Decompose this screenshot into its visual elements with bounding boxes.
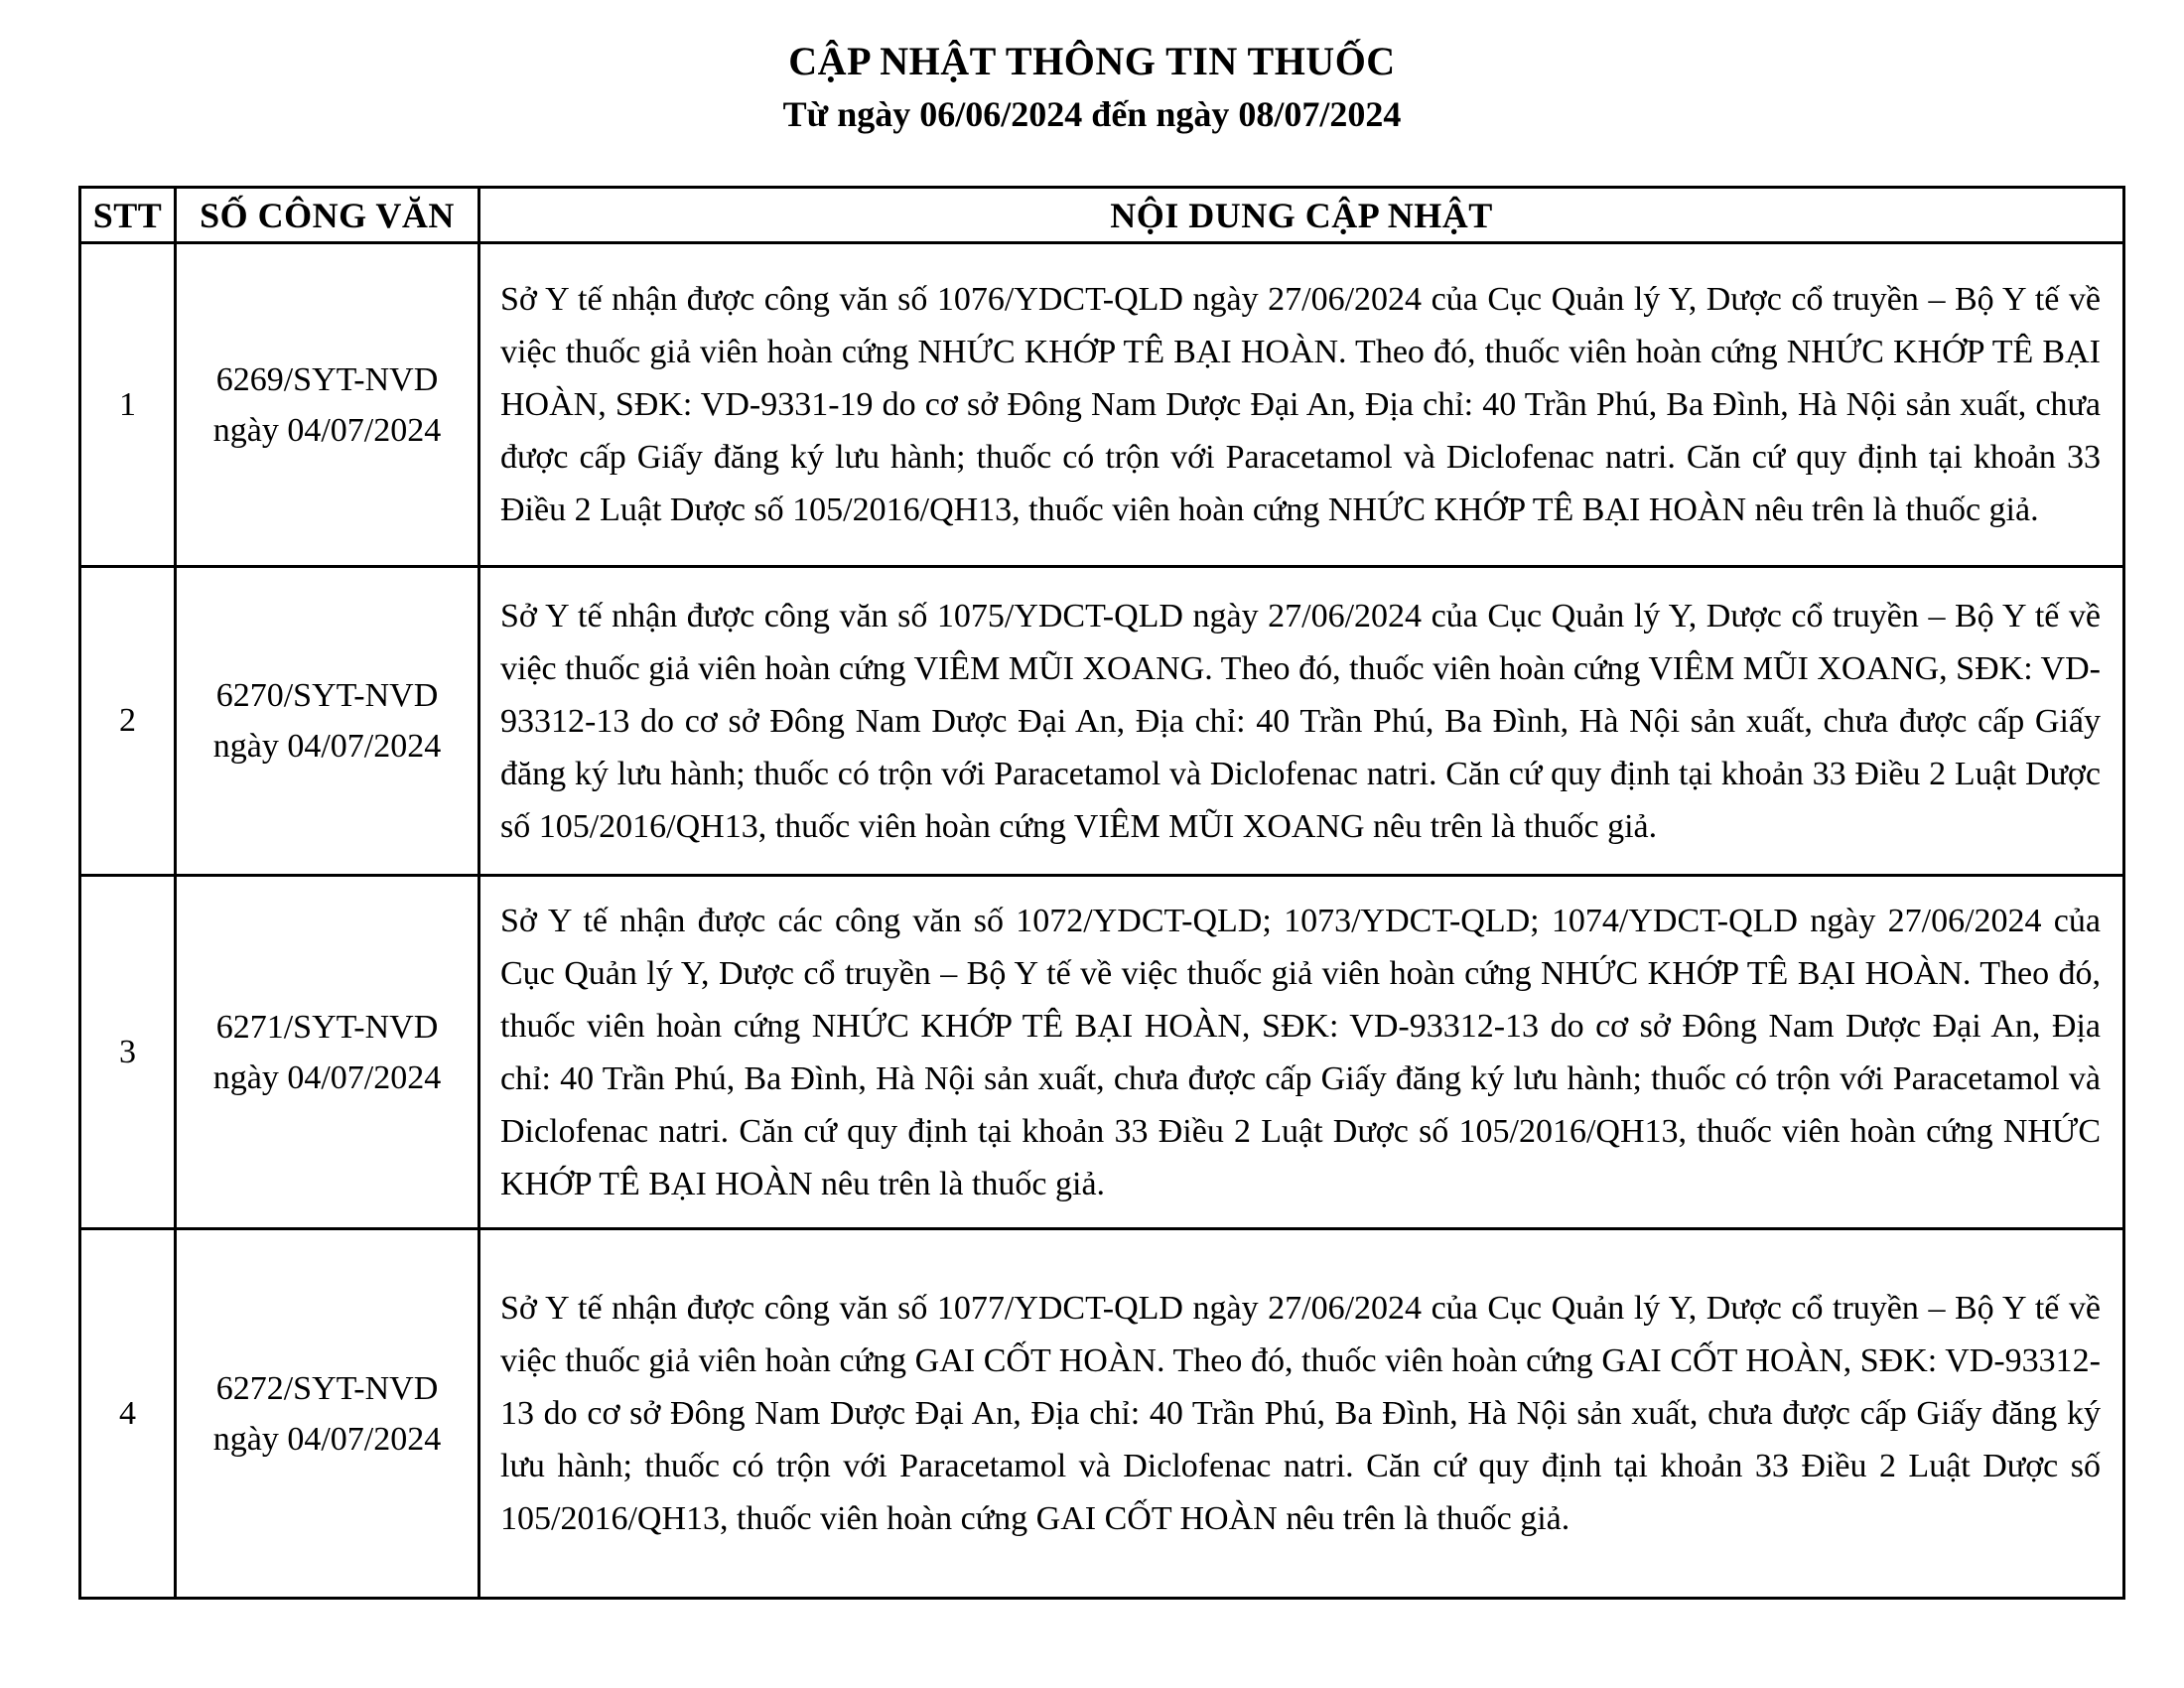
page-subtitle: Từ ngày 06/06/2024 đến ngày 08/07/2024 xyxy=(782,94,1402,134)
document-number: 6272/SYT-NVD xyxy=(215,1369,439,1407)
header-noi-dung: NỘI DUNG CẬP NHẬT xyxy=(479,188,2124,243)
update-content: Sở Y tế nhận được công văn số 1077/YDCT-QLD ngày 27/06/2024 của Cục Quản lý Y, Dược cổ truyền – Bộ Y tế về việc thuốc giả viên hoàn cứng GAI CỐT HOÀN. Theo đó, thuốc viên hoàn cứng GAI CỐT HOÀN, SĐK: VD-93312-13 do cơ sở Đông Nam Dược Đại An, Địa chỉ: 40 Trần Phú, Ba Đình, Hà Nội sản xuất, chưa được cấp Giấy đăng ký lưu hành; thuốc có trộn với Paracetamol và Diclofenac natri. Căn cứ quy định tại khoản 33 Điều 2 Luật Dược số 105/2016/QH13, thuốc viên hoàn cứng GAI CỐT HOÀN nêu trên là thuốc giả. xyxy=(479,1229,2124,1599)
document-date: ngày 04/07/2024 xyxy=(212,1420,442,1458)
header-stt: STT xyxy=(80,188,176,243)
document-number: 6270/SYT-NVD xyxy=(215,677,439,715)
update-content: Sở Y tế nhận được công văn số 1076/YDCT-QLD ngày 27/06/2024 của Cục Quản lý Y, Dược cổ truyền – Bộ Y tế về việc thuốc giả viên hoàn cứng NHỨC KHỚP TÊ BẠI HOÀN. Theo đó, thuốc viên hoàn cứng NHỨC KHỚP TÊ BẠI HOÀN, SĐK: VD-9331-19 do cơ sở Đông Nam Dược Đại An, Địa chỉ: 40 Trần Phú, Ba Đình, Hà Nội sản xuất, chưa được cấp Giấy đăng ký lưu hành; thuốc có trộn với Paracetamol và Diclofenac natri. Căn cứ quy định tại khoản 33 Điều 2 Luật Dược số 105/2016/QH13, thuốc viên hoàn cứng NHỨC KHỚP TÊ BẠI HOÀN nêu trên là thuốc giả. xyxy=(479,243,2124,567)
page-title: CẬP NHẬT THÔNG TIN THUỐC xyxy=(788,39,1396,83)
table-row xyxy=(80,243,2124,567)
table-row xyxy=(80,567,2124,876)
table-row xyxy=(80,1229,2124,1599)
row-number: 2 xyxy=(80,567,176,876)
drug-update-table xyxy=(78,186,2125,1600)
row-number: 1 xyxy=(80,243,176,567)
document-number: 6271/SYT-NVD xyxy=(215,1008,439,1046)
document-number: 6269/SYT-NVD xyxy=(215,360,439,398)
row-number: 4 xyxy=(80,1229,176,1599)
header-so-cong-van: SỐ CÔNG VĂN xyxy=(176,188,479,243)
update-content: Sở Y tế nhận được công văn số 1075/YDCT-QLD ngày 27/06/2024 của Cục Quản lý Y, Dược cổ truyền – Bộ Y tế về việc thuốc giả viên hoàn cứng VIÊM MŨI XOANG. Theo đó, thuốc viên hoàn cứng VIÊM MŨI XOANG, SĐK: VD-93312-13 do cơ sở Đông Nam Dược Đại An, Địa chỉ: 40 Trần Phú, Ba Đình, Hà Nội sản xuất, chưa được cấp Giấy đăng ký lưu hành; thuốc có trộn với Paracetamol và Diclofenac natri. Căn cứ quy định tại khoản 33 Điều 2 Luật Dược số 105/2016/QH13, thuốc viên hoàn cứng VIÊM MŨI XOANG nêu trên là thuốc giả. xyxy=(479,567,2124,876)
row-number: 3 xyxy=(80,876,176,1229)
document-date: ngày 04/07/2024 xyxy=(212,411,442,449)
document-number-cell xyxy=(176,1229,479,1599)
document-number-cell xyxy=(176,243,479,567)
table-header-row xyxy=(80,188,2124,243)
update-content: Sở Y tế nhận được các công văn số 1072/YDCT-QLD; 1073/YDCT-QLD; 1074/YDCT-QLD ngày 27/06/2024 của Cục Quản lý Y, Dược cổ truyền – Bộ Y tế về việc thuốc giả viên hoàn cứng NHỨC KHỚP TÊ BẠI HOÀN. Theo đó, thuốc viên hoàn cứng NHỨC KHỚP TÊ BẠI HOÀN, SĐK: VD-93312-13 do cơ sở Đông Nam Dược Đại An, Địa chỉ: 40 Trần Phú, Ba Đình, Hà Nội sản xuất, chưa được cấp Giấy đăng ký lưu hành; thuốc có trộn với Paracetamol và Diclofenac natri. Căn cứ quy định tại khoản 33 Điều 2 Luật Dược số 105/2016/QH13, thuốc viên hoàn cứng NHỨC KHỚP TÊ BẠI HOÀN nêu trên là thuốc giả. xyxy=(479,876,2124,1229)
document-date: ngày 04/07/2024 xyxy=(212,1058,442,1096)
document-date: ngày 04/07/2024 xyxy=(212,728,442,766)
document-number-cell xyxy=(176,567,479,876)
table-row xyxy=(80,876,2124,1229)
document-number-cell xyxy=(176,876,479,1229)
